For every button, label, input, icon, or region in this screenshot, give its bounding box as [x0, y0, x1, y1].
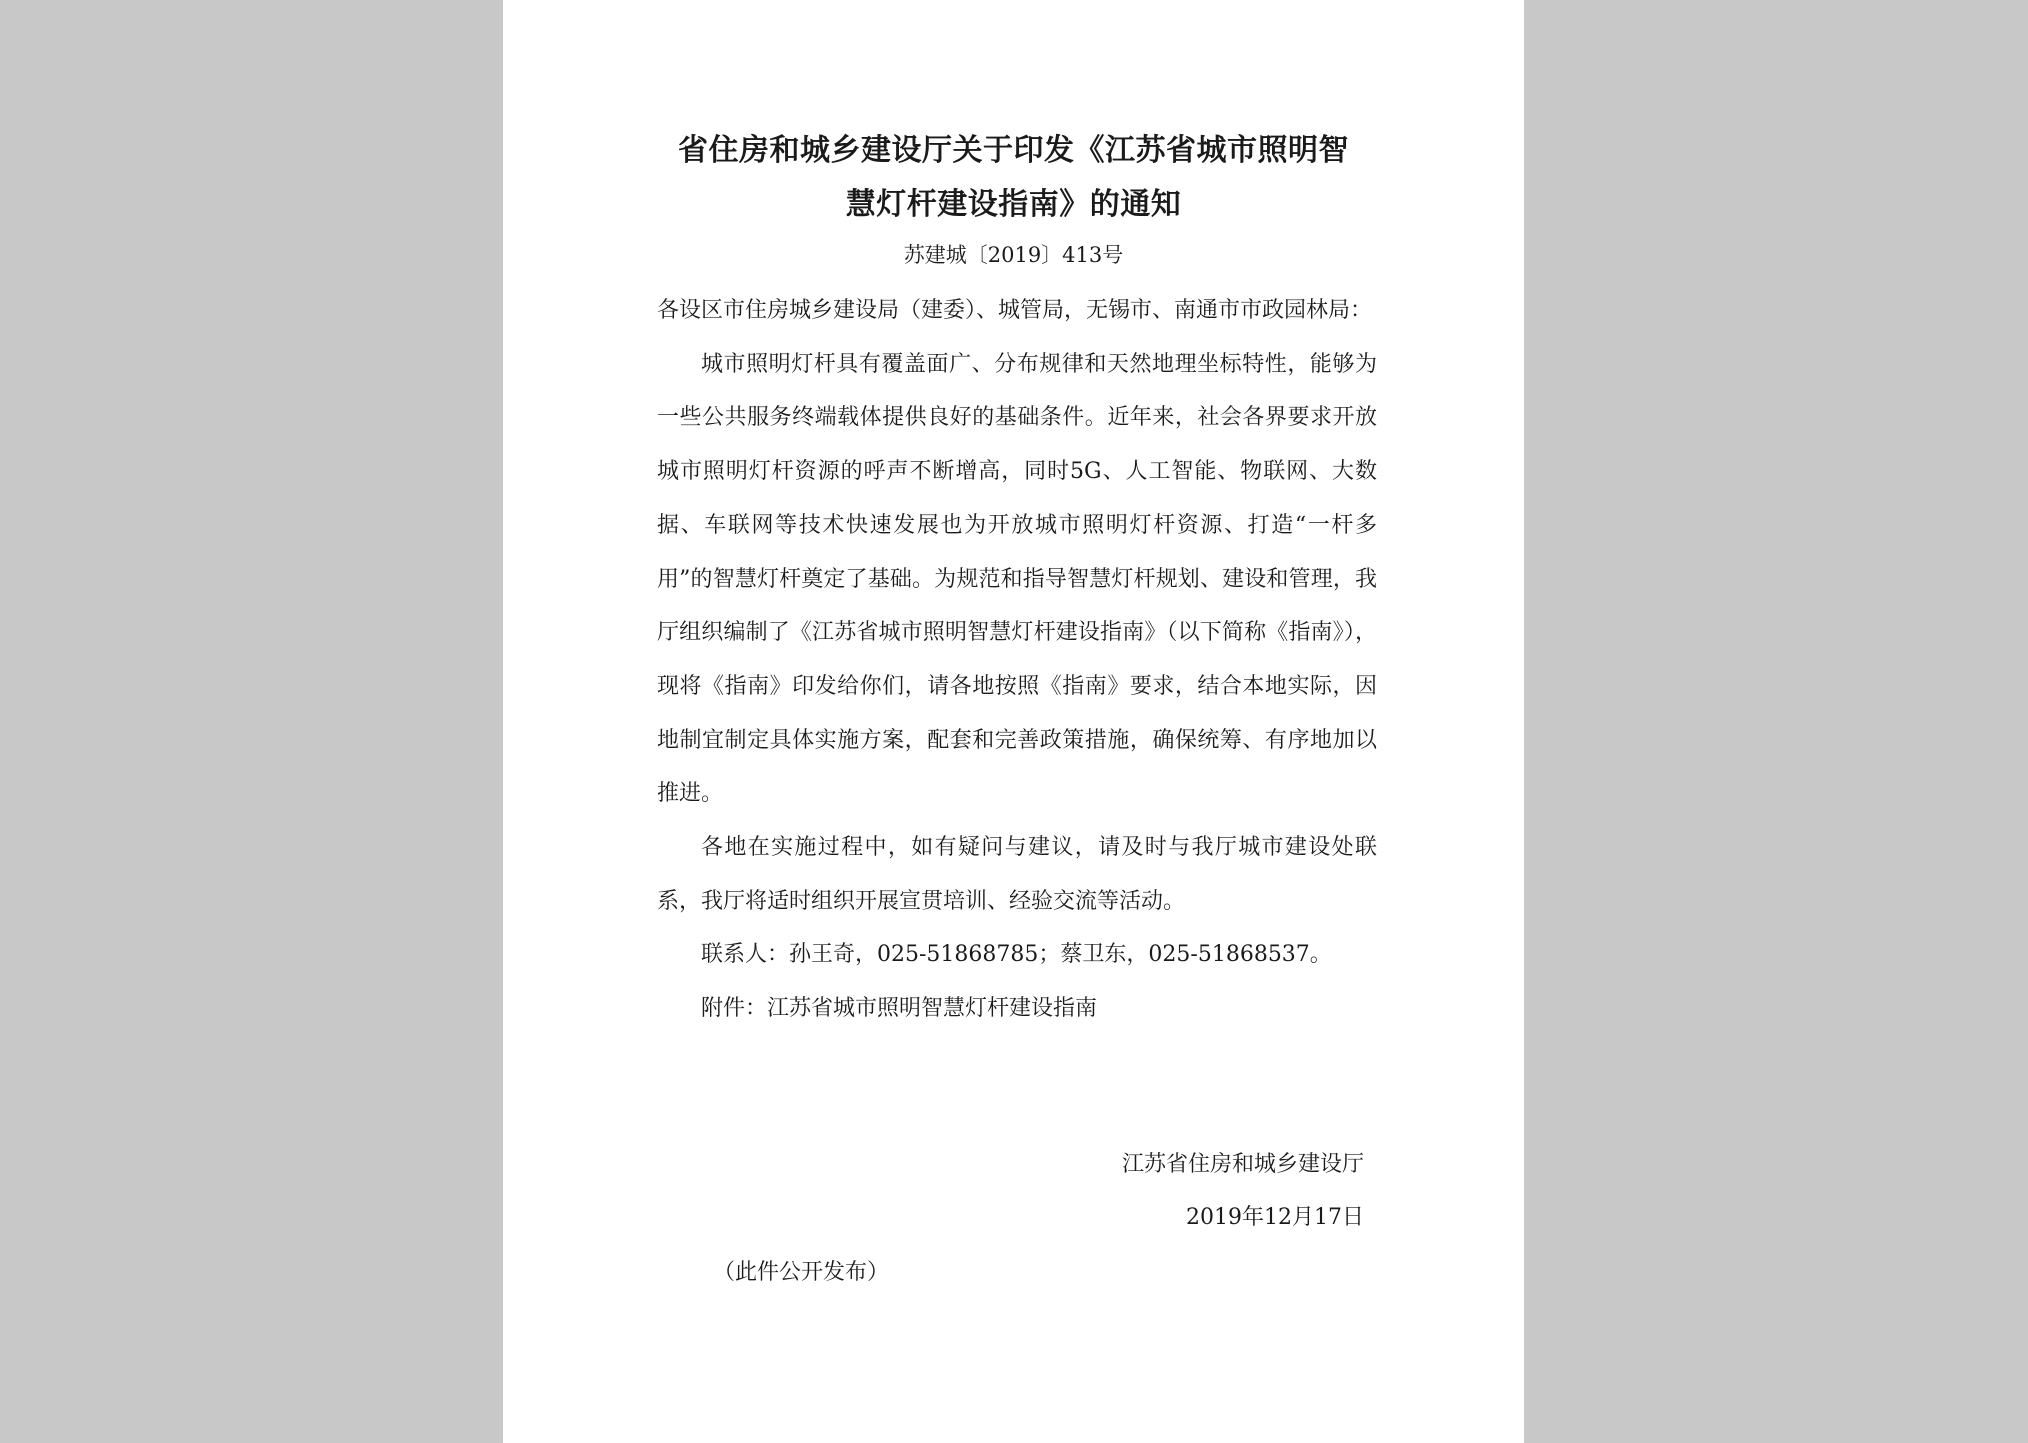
document-title-line-2: 慧灯杆建设指南》的通知 — [845, 187, 1182, 222]
signature-date: 2019年12月17日 — [1186, 1205, 1364, 1230]
document-title-line-1: 省住房和城乡建设厅关于印发《江苏省城市照明智 — [678, 133, 1349, 168]
publication-note: （此件公开发布） — [713, 1260, 890, 1285]
document-body — [657, 284, 1377, 1036]
addressee: 各设区市住房城乡建设局（建委）、城管局，无锡市、南通市市政园林局： — [657, 298, 1373, 323]
document-number: 苏建城〔2019〕413号 — [903, 243, 1124, 267]
paragraph-1: 城市照明灯杆具有覆盖面广、分布规律和天然地理坐标特性，能够为一些公共服务终端载体提供良好的基础条件。近年来，社会各界要求开放城市照明灯杆资源的呼声不断增高，同时5G、人工智能、物联网、大数据、车联网等技术快速发展也为开放城市照明灯杆资源、打造“一杆多用”的智慧灯杆奠定了基础。为规范和指导智慧灯杆规划、建设和管理，我厅组织编制了《江苏省城市照明智慧灯杆建设指南》（以下简称《指南》），现将《指南》印发给你们，请各地按照《指南》要求，结合本地实际，因地制宜制定具体实施方案，配套和完善政策措施，确保统筹、有序地加以推进。 — [657, 351, 1377, 807]
attachment-line: 附件：江苏省城市照明智慧灯杆建设指南 — [701, 996, 1098, 1022]
contact-line: 联系人：孙王奇，025-51868785；蔡卫东，025-51868537。 — [701, 942, 1332, 968]
paragraph-2: 各地在实施过程中，如有疑问与建议，请及时与我厅城市建设处联系，我厅将适时组织开展宣贯培训、经验交流等活动。 — [657, 835, 1377, 914]
document-page — [503, 0, 1524, 1443]
signature-organization: 江苏省住房和城乡建设厅 — [1121, 1152, 1364, 1177]
